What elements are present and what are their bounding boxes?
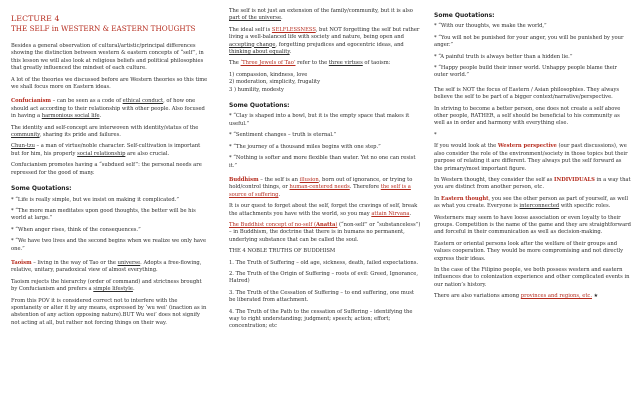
- buddhism-definition: Buddhism – the self is an illusion, born out of ignorance, or trying to hold/control things, or human-centered needs. Therefore the self is a source of suffering.: [229, 176, 413, 198]
- confucianism-definition: Confucianism – can be seen as a code of ethical conduct, of how one should act according to their relationship with other people. Also focused in having a harmonious social life.: [11, 98, 205, 120]
- lecture-number: LECTURE 4: [11, 14, 60, 23]
- chun-tzu-term: Chun-tzu: [11, 143, 35, 150]
- filipino-paragraph: In the case of the Filipino people, we both possess western and eastern influences due to colonization experience and other complicated events in our nation’s history.: [434, 266, 630, 288]
- noble-truths-heading: THE 4 NOBLE TRUTHS OF BUDDHISM: [229, 248, 336, 255]
- column-right: [434, 12, 631, 412]
- noble-truth-item: 4. The Truth of the Path to the cessation of Suffering – identifying the way to right understanding; judgment; speech; action; effort; concentration; etc: [229, 308, 413, 330]
- harmonious-social-life-link: harmonious social life: [41, 113, 100, 120]
- individuals-paragraph: In Western thought, they consider the self as INDIVIDUALS in a way that you are distinct from another person, etc.: [434, 176, 631, 191]
- quote-item: * “A painful truth is always better than a hidden lie.”: [434, 53, 573, 60]
- lecture-title: THE SELF in WESTERN & EASTERN THOUGHTS: [11, 24, 196, 33]
- taoism-hierarchy-paragraph: Taoism rejects the hierarchy (order of command) and strictness brought by Confucianism and prefers a simple lifestyle.: [11, 278, 202, 293]
- quote-item: * “The journey of a thousand miles begins with one step.”: [229, 143, 381, 150]
- better-person-paragraph: In striving to become a better person, one does not create a self above other people, RATHER, a self should be beneficial to his community as well as in order and harmony with everything else.: [434, 105, 621, 127]
- provinces-regions-link: provinces and regions, etc.: [520, 293, 592, 300]
- universe-link: universe: [117, 259, 141, 266]
- human-centered-needs-link: human-centered needs: [289, 184, 350, 191]
- attain-nirvana-link: attain Nirvana: [371, 210, 410, 217]
- part-of-universe-link: part of the universe: [229, 15, 282, 22]
- column-left: [11, 14, 208, 414]
- quote-item: * “Happy people build their inner world. Unhappy people blame their outer world.”: [434, 65, 617, 79]
- quote-item: * “Life is really simple, but we insist on making it complicated.”: [11, 196, 179, 203]
- self-universe-paragraph: The self is not just an extension of the family/community, but it is also part of the universe.: [229, 8, 413, 22]
- noble-truth-item: 2. The Truth of the Origin of Suffering – roots of evil: Greed, Ignorance, Hatred): [229, 270, 418, 285]
- virtue-item: 3 ) humility, modesty: [229, 86, 284, 93]
- confucianism-term: Confucianism: [11, 98, 52, 105]
- interconnected-link: interconnected: [519, 203, 560, 210]
- variations-paragraph: There are also variations among provinces and regions, etc. ★: [434, 293, 599, 300]
- western-perspective-paragraph: If you would look at the Western perspective (our past discussions), we also consider the role of the environment/society in those topics but their purpose of relating it are different. They always put the self forward as the primary/most important figure.: [434, 143, 628, 172]
- eastern-focus-paragraph: The self is NOT the focus of Eastern / Asian philosophies. They always believe the self to be part of a bigger context/narrative/perspective.: [434, 86, 620, 101]
- identity-paragraph: The identity and self-concept are interwoven with identity/status of the community, sharing its pride and failures.: [11, 124, 199, 139]
- column-middle: [229, 8, 421, 408]
- taoism-definition: Taoism – living in the way of Tao or the universe. Adopts a free-flowing, relative, unitary, paradoxical view of almost everything.: [11, 259, 202, 274]
- wu-wei-paragraph: From this POV it is considered correct not to interfere with the spontaneity or alter it by any means, expressed by ‘wu wei’ (inaction as in abstention of any action opposing nature).BUT Wu wei’ does not signify not acting at all, but rather not forcing things on their way.: [11, 297, 207, 326]
- noble-truth-item: 3. The Truth of the Cessation of Suffering – to end suffering, one must be liberated from attachment.: [229, 289, 414, 304]
- quote-item: * “Nothing is softer and more flexible than water. Yet no one can resist it.”: [229, 155, 416, 169]
- western-perspective-term: Western perspective: [497, 143, 557, 150]
- anatta-term: Anatta: [316, 221, 336, 228]
- quote-item: * “With our thoughts, we make the world,”: [434, 23, 547, 30]
- quote-item: * “We have two lives and the second begins when we realize we only have one.”: [11, 238, 207, 252]
- noble-truth-item: 1. The Truth of Suffering – old age, sickness, death, failed expectations.: [229, 259, 419, 266]
- separator-star: *: [434, 131, 437, 138]
- community-link: community: [11, 132, 40, 139]
- eastern-thought-term: Eastern thought: [441, 195, 489, 202]
- selflessness-paragraph: The ideal self is SELFLESSNESS, but NOT forgetting the self but rather living a well-balanced life with society and nature, being open and accepting change, forgetting prejudices and egocentric ideas, and thinking about equality.: [229, 26, 420, 56]
- quote-item: * “The more man meditates upon good thoughts, the better will be his world at large.”: [11, 207, 196, 222]
- quote-item: * “Sentiment changes – truth is eternal.”: [229, 132, 337, 139]
- quote-item: * “You will not be punished for your anger, you will be punished by your anger.”: [434, 34, 624, 49]
- quotes-heading-buddhism: Some Quotations:: [434, 12, 495, 19]
- nirvana-paragraph: It is our quest to forget about the self, forget the cravings of self, break the attachments you have with the world, so you may attain Nirvana.: [229, 203, 418, 217]
- quote-item: * “Clay is shaped into a bowl, but it is the empty space that makes it useful.”: [229, 113, 410, 127]
- accepting-change-link: accepting change: [229, 41, 276, 48]
- ethical-conduct-link: ethical conduct: [122, 98, 164, 105]
- selflessness-term: SELFLESSNESS: [271, 26, 316, 33]
- virtue-item: 2) moderation, simplicity, frugality: [229, 79, 321, 86]
- simple-lifestyle-link: simple lifestyle: [93, 286, 133, 293]
- subdued-self-paragraph: Confucianism promotes having a “subdued self”: the personal needs are repressed for the good of many.: [11, 162, 202, 176]
- three-virtues-link: three virtues: [328, 60, 363, 67]
- chun-tzu-definition: Chun-tzu – a man of virtue/noble character. Self-cultivation is important but for him, his properly social relationship are also crucial.: [11, 143, 201, 157]
- intro-paragraph: Besides a general observation of cultural/artistic/principal differences showing the distinction between western & eastern concepts of “self”, in this lesson we will also look at religious beliefs and political philosophies that greatly influenced the mindset of each culture.: [11, 43, 204, 72]
- quote-item: * “When anger rises, think of the consequences.”: [11, 226, 141, 233]
- easterners-paragraph: Eastern or oriental persons look after the welfare of their groups and values cooperation. They would be more compromising and not directly express their ideas.: [434, 240, 624, 262]
- three-jewels-paragraph: The ‘Three Jewels of Tao’ refer to the three virtues of taoism:: [229, 60, 391, 67]
- westerners-paragraph: Westerners may seem to have loose association or even loyalty to their groups. Competition is the name of the game and they are straightforward and forceful in their communication as well as decision-making.: [434, 214, 631, 236]
- taoism-term: Taoism: [11, 259, 32, 266]
- quotes-heading-confucianism: Some Quotations:: [11, 185, 72, 193]
- thinking-equality-link: thinking about equality: [229, 49, 290, 56]
- buddhism-term: Buddhism: [229, 176, 259, 183]
- individuals-term: INDIVIDUALS: [554, 176, 595, 183]
- anatta-paragraph: The Buddhist concept of no-self (Anatta) (“non-self” or “substanceless”) – in Buddhism, the doctrine that there is in humans no permanent, underlying substance that can be called the soul.: [229, 221, 421, 243]
- illusion-link: illusion: [299, 176, 319, 183]
- quotes-heading-taoism: Some Quotations:: [229, 102, 290, 110]
- eastern-thought-paragraph: In Eastern thought, you see the other person as part of yourself, as well as what you create. Everyone is interconnected with specific roles.: [434, 195, 629, 210]
- three-jewels-term: ‘Three Jewels of Tao’: [240, 60, 296, 67]
- social-relationship-link: social relationship: [77, 150, 126, 157]
- focus-paragraph: A lot of the theories we discussed before are Western theories so this time we shall focus more on Eastern ideas.: [11, 76, 208, 91]
- source-of-suffering-link: the self is a source of suffering: [229, 184, 411, 198]
- virtue-item: 1) compassion, kindness, love: [229, 71, 308, 78]
